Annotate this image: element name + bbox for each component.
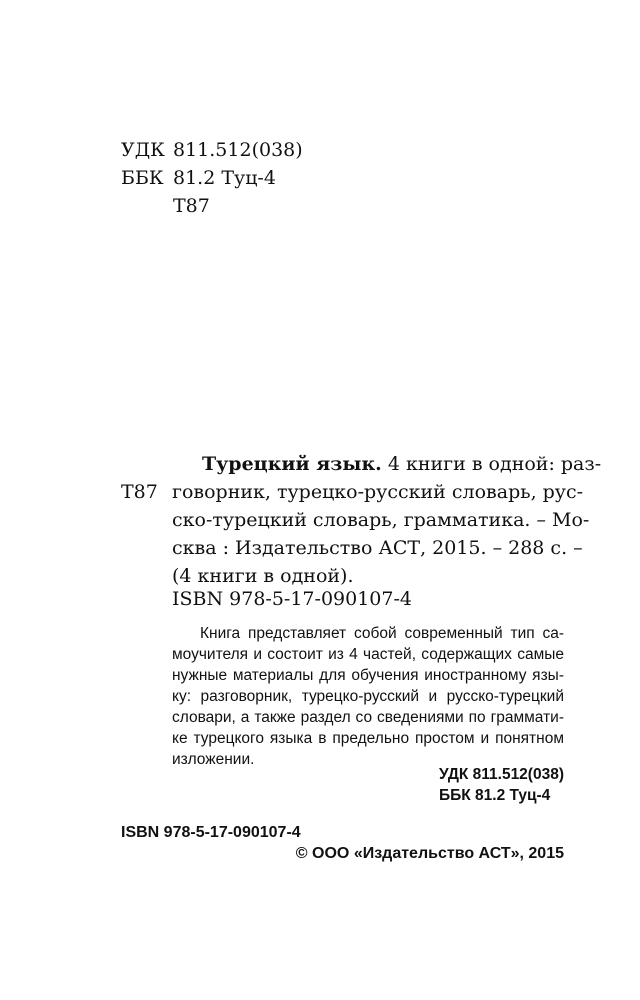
classification-block (121, 136, 303, 220)
annotation-bbk: ББК 81.2 Туц-4 (438, 787, 551, 804)
isbn-description: ISBN 978-5-17-090107-4 (172, 588, 412, 610)
author-mark-row (121, 192, 303, 220)
bbk-row (121, 164, 303, 192)
annotation (172, 623, 564, 770)
udk-value: 811.512(038) (173, 139, 303, 161)
bibliography-author-mark: Т87 (121, 481, 158, 503)
bib-line-text: 4 книги в одной: раз- (387, 453, 602, 475)
annotation-line: моучителя и состоит из 4 частей, содержащих самые (172, 646, 564, 663)
bbk-value: 81.2 Туц-4 (173, 167, 276, 189)
bib-line (172, 450, 602, 478)
book-title: Турецкий язык. (202, 453, 382, 475)
annotation-line: изложении. (172, 751, 255, 768)
bbk-key: ББК (121, 167, 164, 189)
bib-line: ско-турецкий словарь, грамматика. – Мо- (172, 509, 590, 531)
annotation-line: ку: разговорник, турецко-русский и русско-турецкий (172, 688, 564, 705)
annotation-line: Книга представляет собой современный тип са- (200, 625, 564, 642)
annotation-line: нужные материалы для обучения иностранному язы- (172, 667, 564, 684)
bib-line: сква : Издательство АСТ, 2015. – 288 с. – (172, 537, 583, 559)
author-mark: Т87 (173, 195, 210, 217)
annotation-udk: УДК 811.512(038) (438, 766, 564, 783)
copyright-notice: © ООО «Издательство АСТ», 2015 (295, 845, 564, 862)
bib-line: (4 книги в одной). (172, 565, 354, 587)
annotation-codes (439, 764, 564, 806)
isbn-footer: ISBN 978-5-17-090107-4 (121, 824, 301, 841)
annotation-line: ке турецкого языка в предельно простом и понятном (172, 730, 564, 747)
bibliographic-description (172, 450, 602, 590)
udk-row (121, 136, 303, 164)
bib-line: говорник, турецко-русский словарь, рус- (172, 481, 584, 503)
udk-key: УДК (121, 139, 165, 161)
annotation-line: словари, а также раздел со сведениями по граммати- (172, 709, 564, 726)
